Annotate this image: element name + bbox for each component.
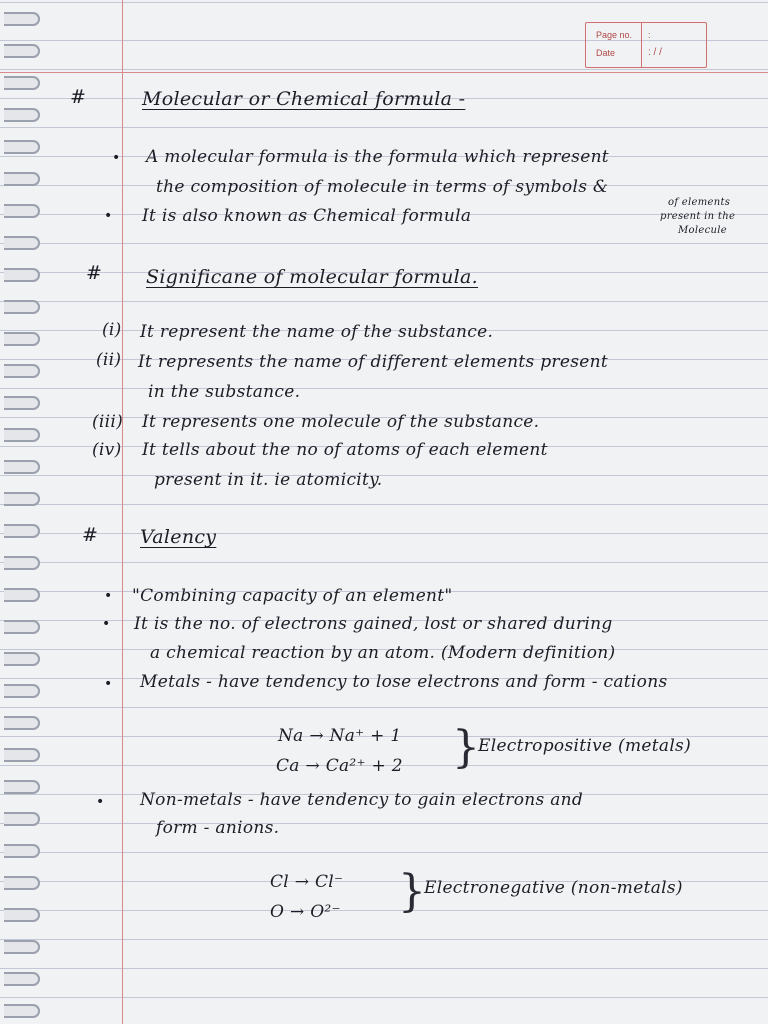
list-number: (i) bbox=[102, 320, 122, 340]
spiral-binding bbox=[4, 0, 42, 1024]
text-line: Metals - have tendency to lose electrons and form - cations bbox=[140, 672, 668, 692]
equation: Cl → Cl⁻ bbox=[270, 872, 344, 892]
spiral-ring bbox=[4, 268, 40, 282]
text-line: a chemical reaction by an atom. (Modern definition) bbox=[150, 643, 616, 663]
text-line: present in it. ie atomicity. bbox=[154, 470, 383, 490]
bullet: • bbox=[102, 616, 111, 632]
text-line: It represents one molecule of the substance. bbox=[142, 412, 540, 432]
spiral-ring bbox=[4, 300, 40, 314]
spiral-ring bbox=[4, 492, 40, 506]
bullet: • bbox=[104, 676, 113, 692]
left-margin-line bbox=[122, 0, 123, 1024]
spiral-ring bbox=[4, 140, 40, 154]
bullet: • bbox=[112, 150, 121, 166]
spiral-ring bbox=[4, 460, 40, 474]
page-no-label: Page no. bbox=[596, 30, 633, 40]
equation-label: Electronegative (non-metals) bbox=[424, 878, 683, 898]
text-line: It is the no. of electrons gained, lost or shared during bbox=[134, 614, 613, 634]
bullet: • bbox=[96, 794, 105, 810]
page-no-value: : bbox=[648, 30, 651, 40]
text-line: A molecular formula is the formula which represent bbox=[146, 147, 609, 167]
spiral-ring bbox=[4, 396, 40, 410]
date-value: : / / bbox=[648, 47, 662, 58]
side-note: Molecule bbox=[678, 225, 727, 236]
spiral-ring bbox=[4, 428, 40, 442]
equation: O → O²⁻ bbox=[270, 902, 341, 922]
spiral-ring bbox=[4, 908, 40, 922]
section-mark: # bbox=[70, 86, 87, 108]
text-line: in the substance. bbox=[148, 382, 301, 402]
date-label: Date bbox=[596, 48, 616, 58]
spiral-ring bbox=[4, 812, 40, 826]
text-line: It represent the name of the substance. bbox=[140, 322, 494, 342]
spiral-ring bbox=[4, 620, 40, 634]
top-margin-line bbox=[0, 72, 768, 73]
spiral-ring bbox=[4, 940, 40, 954]
spiral-ring bbox=[4, 236, 40, 250]
spiral-ring bbox=[4, 844, 40, 858]
section-mark: # bbox=[82, 524, 99, 546]
spiral-ring bbox=[4, 108, 40, 122]
spiral-ring bbox=[4, 76, 40, 90]
side-note: of elements bbox=[668, 197, 731, 208]
bullet: • bbox=[104, 588, 113, 604]
spiral-ring bbox=[4, 588, 40, 602]
section-mark: # bbox=[86, 262, 103, 284]
list-number: (ii) bbox=[96, 350, 122, 370]
list-number: (iii) bbox=[92, 412, 124, 432]
equation: Na → Na⁺ + 1 bbox=[278, 726, 402, 746]
spiral-ring bbox=[4, 876, 40, 890]
spiral-ring bbox=[4, 780, 40, 794]
spiral-ring bbox=[4, 748, 40, 762]
spiral-ring bbox=[4, 44, 40, 58]
text-line: Non-metals - have tendency to gain electrons and bbox=[140, 790, 584, 810]
text-line: It is also known as Chemical formula bbox=[142, 206, 472, 226]
spiral-ring bbox=[4, 364, 40, 378]
spiral-ring bbox=[4, 556, 40, 570]
page-date-box bbox=[585, 22, 707, 68]
section-heading: Molecular or Chemical formula - bbox=[142, 88, 466, 110]
spiral-ring bbox=[4, 716, 40, 730]
section-heading: Significane of molecular formula. bbox=[146, 266, 479, 288]
side-note: present in the bbox=[660, 211, 736, 222]
text-line: "Combining capacity of an element" bbox=[132, 586, 453, 606]
section-heading: Valency bbox=[140, 526, 217, 548]
text-line: form - anions. bbox=[156, 818, 280, 838]
brace: } bbox=[398, 866, 427, 917]
spiral-ring bbox=[4, 332, 40, 346]
text-line: It tells about the no of atoms of each element bbox=[142, 440, 548, 460]
spiral-ring bbox=[4, 652, 40, 666]
spiral-ring bbox=[4, 12, 40, 26]
equation: Ca → Ca²⁺ + 2 bbox=[276, 756, 403, 776]
text-line: It represents the name of different elements present bbox=[138, 352, 608, 372]
text-line: the composition of molecule in terms of symbols & bbox=[156, 177, 609, 197]
spiral-ring bbox=[4, 524, 40, 538]
list-number: (iv) bbox=[92, 440, 122, 460]
equation-label: Electropositive (metals) bbox=[478, 736, 692, 756]
brace: } bbox=[452, 722, 481, 773]
spiral-ring bbox=[4, 172, 40, 186]
spiral-ring bbox=[4, 1004, 40, 1018]
spiral-ring bbox=[4, 972, 40, 986]
spiral-ring bbox=[4, 204, 40, 218]
bullet: • bbox=[104, 208, 113, 224]
spiral-ring bbox=[4, 684, 40, 698]
